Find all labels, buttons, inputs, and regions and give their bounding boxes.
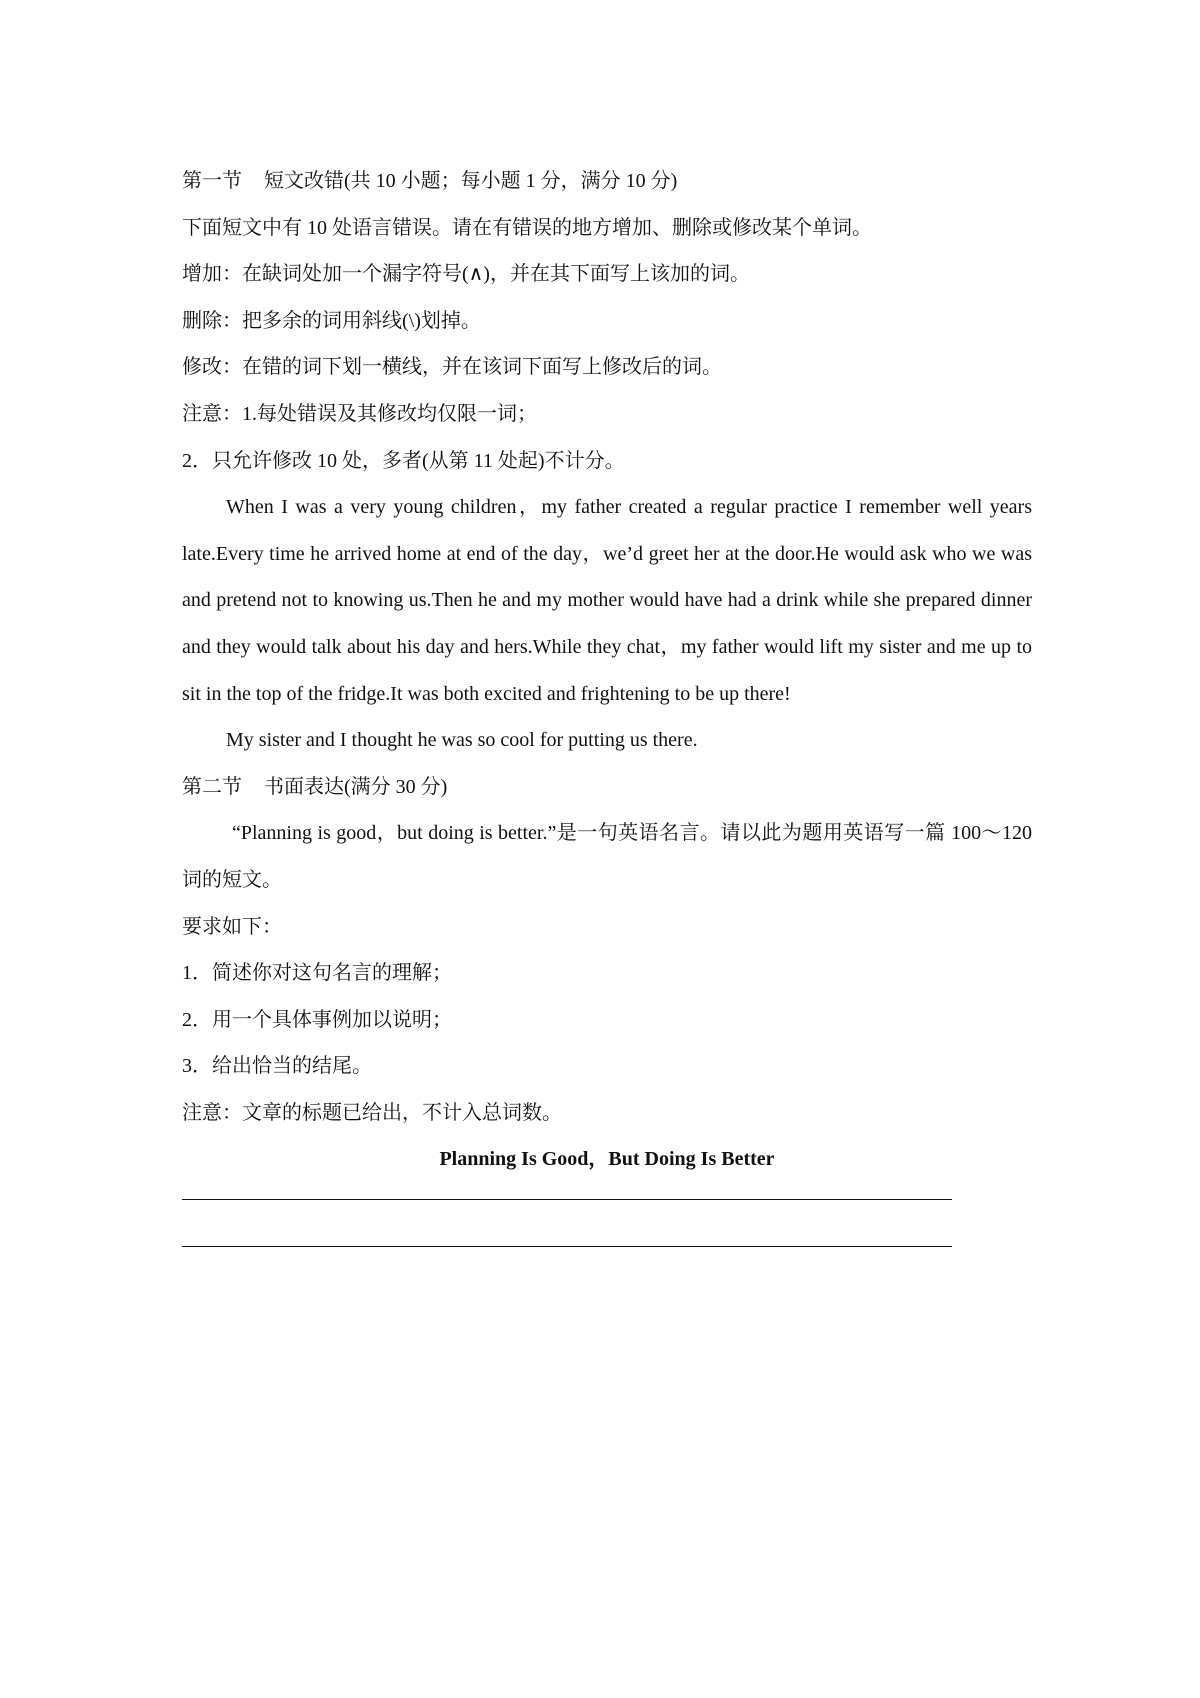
instruction-line: 修改：在错的词下划一横线，并在该词下面写上修改后的词。 <box>182 356 722 379</box>
instruction-line: 下面短文中有 10 处语言错误。请在有错误的地方增加、删除或修改某个单词。 <box>182 216 872 239</box>
error-correction-passage: My sister and I thought he was so cool for putting us there. <box>226 729 698 752</box>
requirement-item: 3．给出恰当的结尾。 <box>182 1055 372 1078</box>
writing-prompt: “Planning is good，but doing is better.”是一句英语名言。请以此为题用英语写一篇 100～120 词的短文。 <box>182 822 1032 891</box>
section2-label: 第二节 <box>182 775 242 798</box>
section2-title: 书面表达(满分 30 分) <box>264 775 448 798</box>
error-correction-passage: When I was a very young children，my father created a regular practice I remember well years late.Every time he arrived home at end of the day，we’d greet her at the door.He would ask who we was and pretend not to knowing us.Then he and my mother would have had a drink while she prepared dinner and they would talk about his day and hers.While they chat，my father would lift my sister and me up to sit in the top of the fridge.It was both excited and frightening to be up there! <box>182 496 1032 705</box>
essay-title: Planning Is Good，But Doing Is Better <box>439 1148 775 1171</box>
section1-heading <box>182 158 1032 205</box>
section1-label: 第一节 <box>182 170 242 192</box>
instruction-line: 2．只允许修改 10 处，多者(从第 11 处起)不计分。 <box>182 449 625 472</box>
instruction-line: 删除：把多余的词用斜线(\)划掉。 <box>182 309 481 332</box>
requirement-item: 1．简述你对这句名言的理解； <box>182 962 452 985</box>
answer-line[interactable] <box>182 1199 952 1200</box>
section2-heading <box>182 764 1032 811</box>
exam-page <box>182 158 1032 1247</box>
section1-title: 短文改错(共 10 小题；每小题 1 分，满分 10 分) <box>264 170 678 192</box>
note-line: 注意：文章的标题已给出，不计入总词数。 <box>182 1101 562 1124</box>
instruction-line: 增加：在缺词处加一个漏字符号(∧)，并在其下面写上该加的词。 <box>182 263 750 286</box>
requirement-item: 2．用一个具体事例加以说明； <box>182 1008 452 1031</box>
requirements-heading: 要求如下： <box>182 915 282 938</box>
instruction-line: 注意：1.每处错误及其修改均仅限一词； <box>182 402 537 425</box>
answer-line[interactable] <box>182 1246 952 1247</box>
